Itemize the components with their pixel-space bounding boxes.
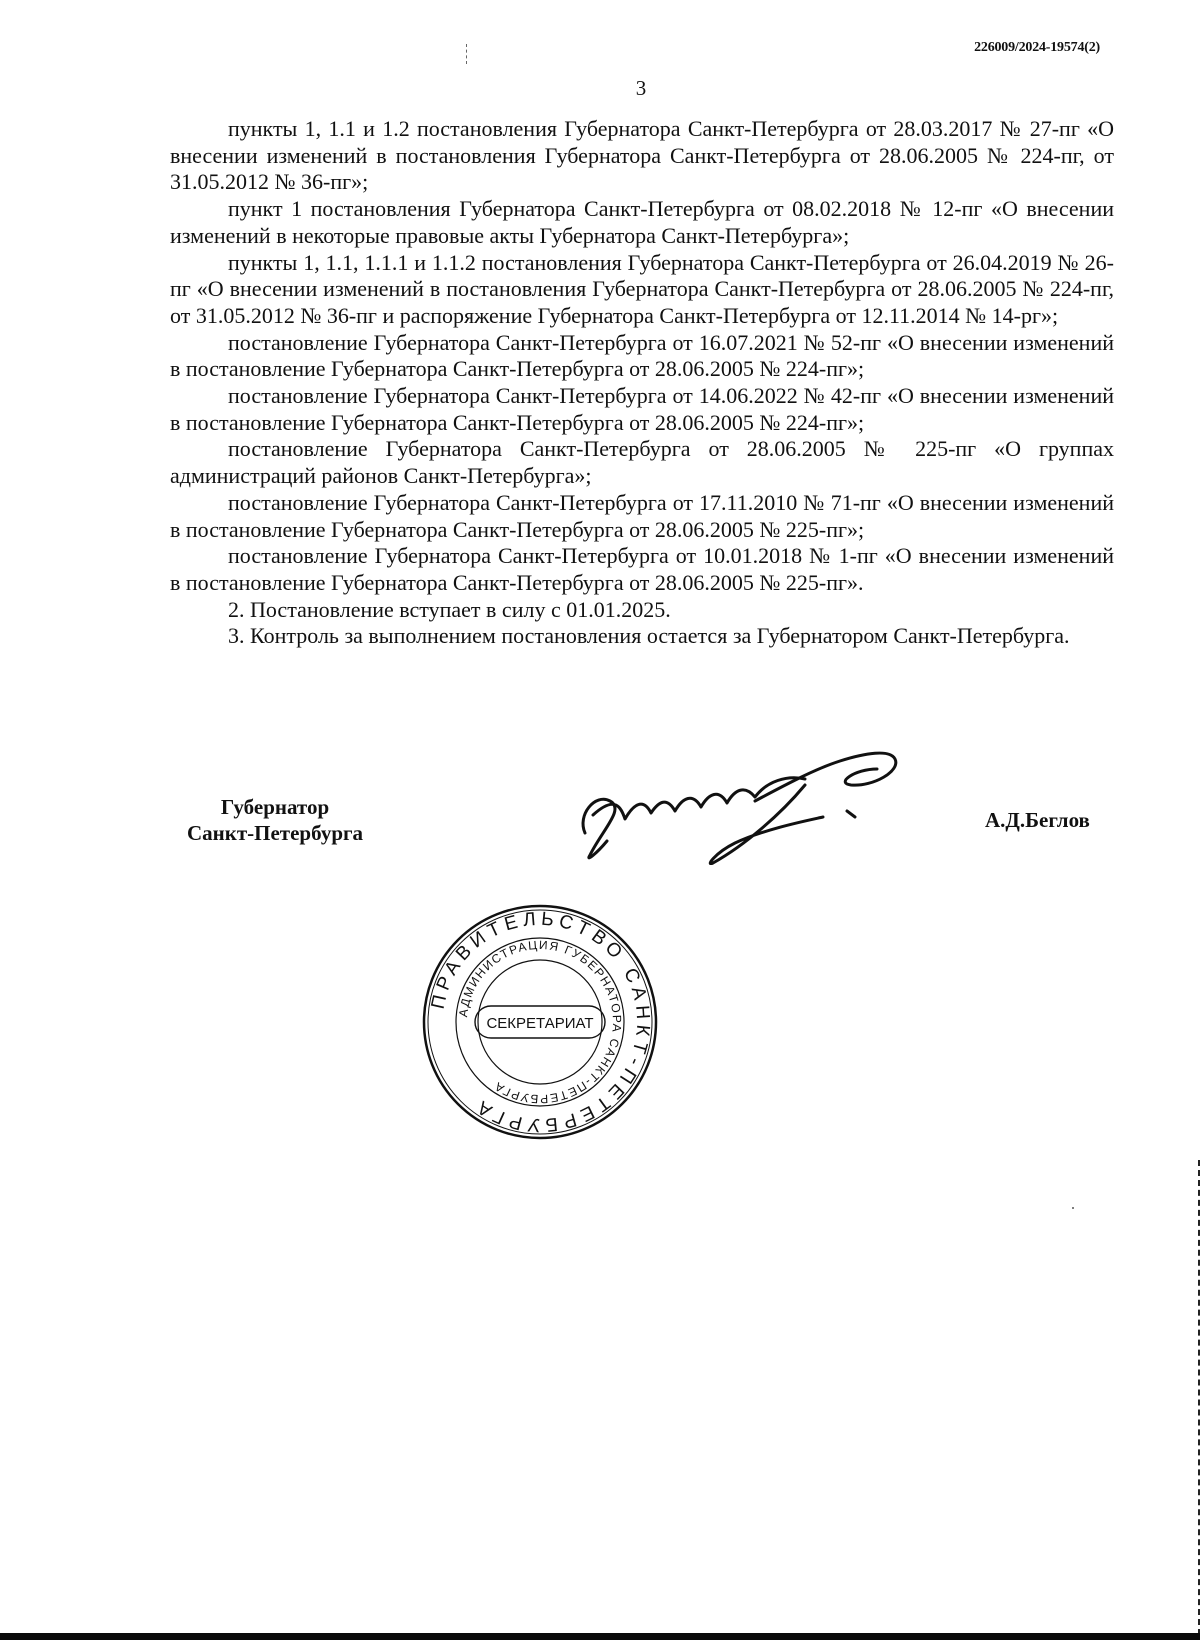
paragraph: постановление Губернатора Санкт-Петербурга от 14.06.2022 № 42-пг «О внесении изменений в постановление Губернатора Санкт-Петербурга от 28.06.2005 № 224-пг»; bbox=[170, 383, 1114, 435]
seal-center-text: СЕКРЕТАРИАТ bbox=[486, 1015, 594, 1032]
paragraph: пункты 1, 1.1 и 1.2 постановления Губернатора Санкт-Петербурга от 28.03.2017 № 27-пг «О внесении изменений в постановления Губернатора Санкт-Петербурга от 28.06.2005 № 224-пг, от 31.05.2012 № 36-пг»; bbox=[170, 116, 1114, 195]
paragraph: постановление Губернатора Санкт-Петербурга от 28.06.2005 № 225-пг «О группах администраций районов Санкт-Петербурга»; bbox=[170, 436, 1114, 489]
paragraph: 2. Постановление вступает в силу с 01.01.2025. bbox=[228, 596, 671, 622]
paragraph: пункты 1, 1.1, 1.1.1 и 1.1.2 постановления Губернатора Санкт-Петербурга от 26.04.2019 № 26-пг «О внесении изменений в постановления Губернатора Санкт-Петербурга от 28.06.2005 № 224-пг, от 31.05.2012 № 36-пг и распоряжение Губернатора Санкт-Петербурга от 12.11.2014 № 14-рг»; bbox=[170, 249, 1114, 328]
paragraph: пункт 1 постановления Губернатора Санкт-Петербурга от 08.02.2018 № 12-пг «О внесении изменений в некоторые правовые акты Губернатора Санкт-Петербурга»; bbox=[170, 196, 1114, 248]
signatory-title-line: Губернатор bbox=[220, 795, 330, 819]
paragraph: постановление Губернатора Санкт-Петербурга от 10.01.2018 № 1-пг «О внесении изменений в постановление Губернатора Санкт-Петербурга от 28.06.2005 № 225-пг». bbox=[170, 543, 1114, 595]
document-body bbox=[170, 116, 1114, 650]
document-id: 226009/2024-19574(2) bbox=[974, 40, 1100, 55]
handwritten-signature bbox=[555, 745, 935, 865]
scan-artifact bbox=[466, 44, 469, 64]
scan-artifact bbox=[1072, 1207, 1074, 1209]
paragraph: постановление Губернатора Санкт-Петербурга от 16.07.2021 № 52-пг «О внесении изменений в постановление Губернатора Санкт-Петербурга от 28.06.2005 № 224-пг»; bbox=[170, 329, 1114, 382]
official-seal bbox=[420, 902, 660, 1142]
signatory-title-line: Санкт-Петербурга bbox=[186, 821, 364, 845]
scan-edge bbox=[0, 1633, 1200, 1640]
paragraph: 3. Контроль за выполнением постановления остается за Губернатором Санкт-Петербурга. bbox=[228, 623, 1070, 649]
signatory-name: А.Д.Беглов bbox=[985, 808, 1090, 832]
scan-edge bbox=[1195, 1160, 1200, 1635]
seal-inner-text: АДМИНИСТРАЦИЯ ГУБЕРНАТОРА САНКТ-ПЕТЕРБУРГА bbox=[456, 937, 625, 1107]
page-number: 3 bbox=[635, 76, 647, 100]
paragraph: постановление Губернатора Санкт-Петербурга от 17.11.2010 № 71-пг «О внесении изменений в постановление Губернатора Санкт-Петербурга от 28.06.2005 № 225-пг»; bbox=[170, 489, 1114, 542]
signatory-title bbox=[170, 794, 380, 846]
seal-outer-text: ПРАВИТЕЛЬСТВО САНКТ-ПЕТЕРБУРГА bbox=[427, 908, 654, 1136]
